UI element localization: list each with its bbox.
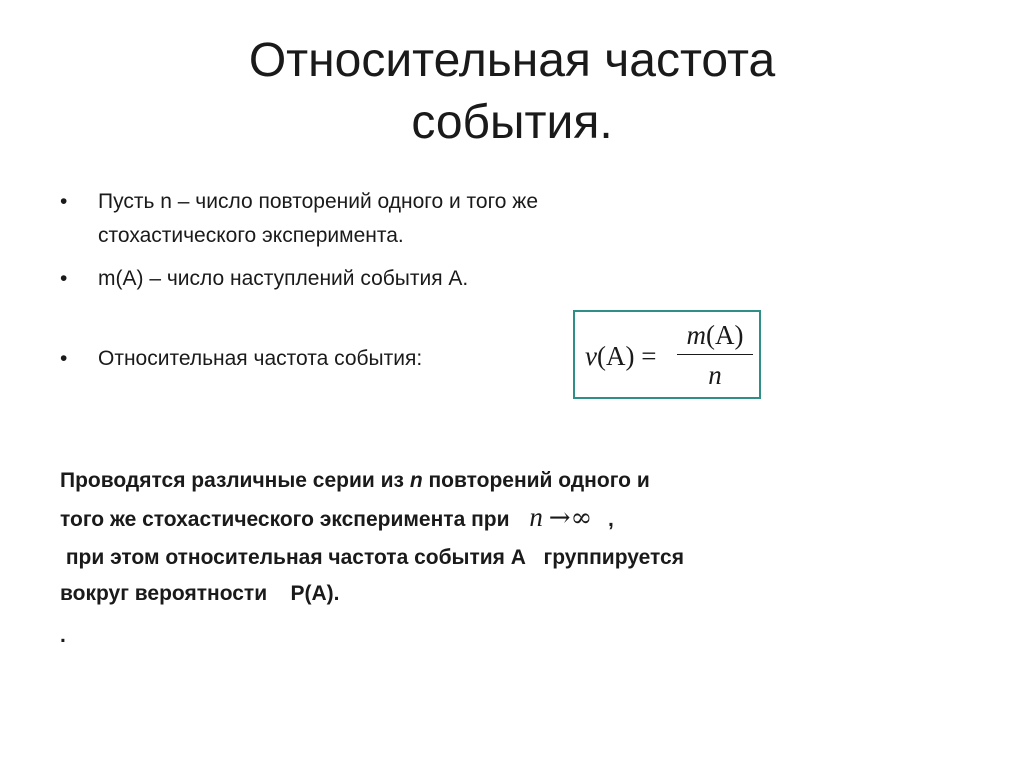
paragraph-line4-text: вокруг вероятности Р(А).: [60, 582, 340, 605]
paragraph-line2: [60, 499, 614, 538]
limit-arrow-icon: →: [548, 503, 571, 533]
formula-fraction: [675, 318, 755, 391]
slide-title-line1: Относительная частота: [248, 34, 776, 87]
bullet-marker: •: [60, 267, 68, 290]
paragraph-line3-text: при этом относительная частота события А группируется: [60, 546, 684, 569]
formula-numerator-m: m: [686, 320, 706, 350]
bullet-text-line2: стохастического эксперимента.: [98, 224, 404, 247]
paragraph-line3: [60, 540, 684, 576]
formula-fraction-bar: [677, 354, 753, 355]
paragraph-line1-text-a: Проводятся различные серии из: [60, 469, 410, 492]
paragraph-line2-comma: ,: [608, 508, 614, 531]
formula-equals: =: [641, 341, 657, 371]
paragraph-line5: [60, 618, 66, 654]
paragraph-line5-text: .: [60, 624, 66, 647]
formula-nu-symbol: ν: [585, 341, 597, 371]
paragraph-line2-text: того же стохастического эксперимента при: [60, 508, 516, 531]
limit-expression: [529, 499, 592, 538]
bullet-text-line1: Относительная частота события:: [98, 347, 423, 370]
paragraph-line4: [60, 576, 339, 612]
bullet-text: [98, 262, 468, 296]
bullet-text: [98, 342, 422, 376]
slide-title-line2: события.: [411, 96, 613, 149]
bullet-marker: •: [60, 347, 68, 370]
formula-lhs: [585, 341, 656, 372]
formula-denominator: n: [708, 360, 722, 390]
slide-title: [0, 30, 1024, 154]
limit-variable: n: [529, 502, 543, 532]
formula-numerator: [675, 318, 755, 352]
formula-numerator-arg: (A): [706, 320, 744, 350]
bullet-text: [98, 185, 538, 253]
paragraph-line1: [60, 463, 650, 499]
bullet-text-line1: Пусть n – число повторений одного и того же: [98, 190, 539, 213]
bullet-text-line1: m(A) – число наступлений события А.: [98, 267, 469, 290]
paragraph-line1-text-b: повторений одного и: [422, 469, 650, 492]
infinity-icon: ∞: [570, 503, 593, 533]
bullet-marker: •: [60, 190, 68, 213]
paragraph-line1-n: n: [409, 469, 423, 492]
formula-lhs-arg: (A): [596, 341, 635, 371]
relative-frequency-formula: [573, 310, 761, 399]
